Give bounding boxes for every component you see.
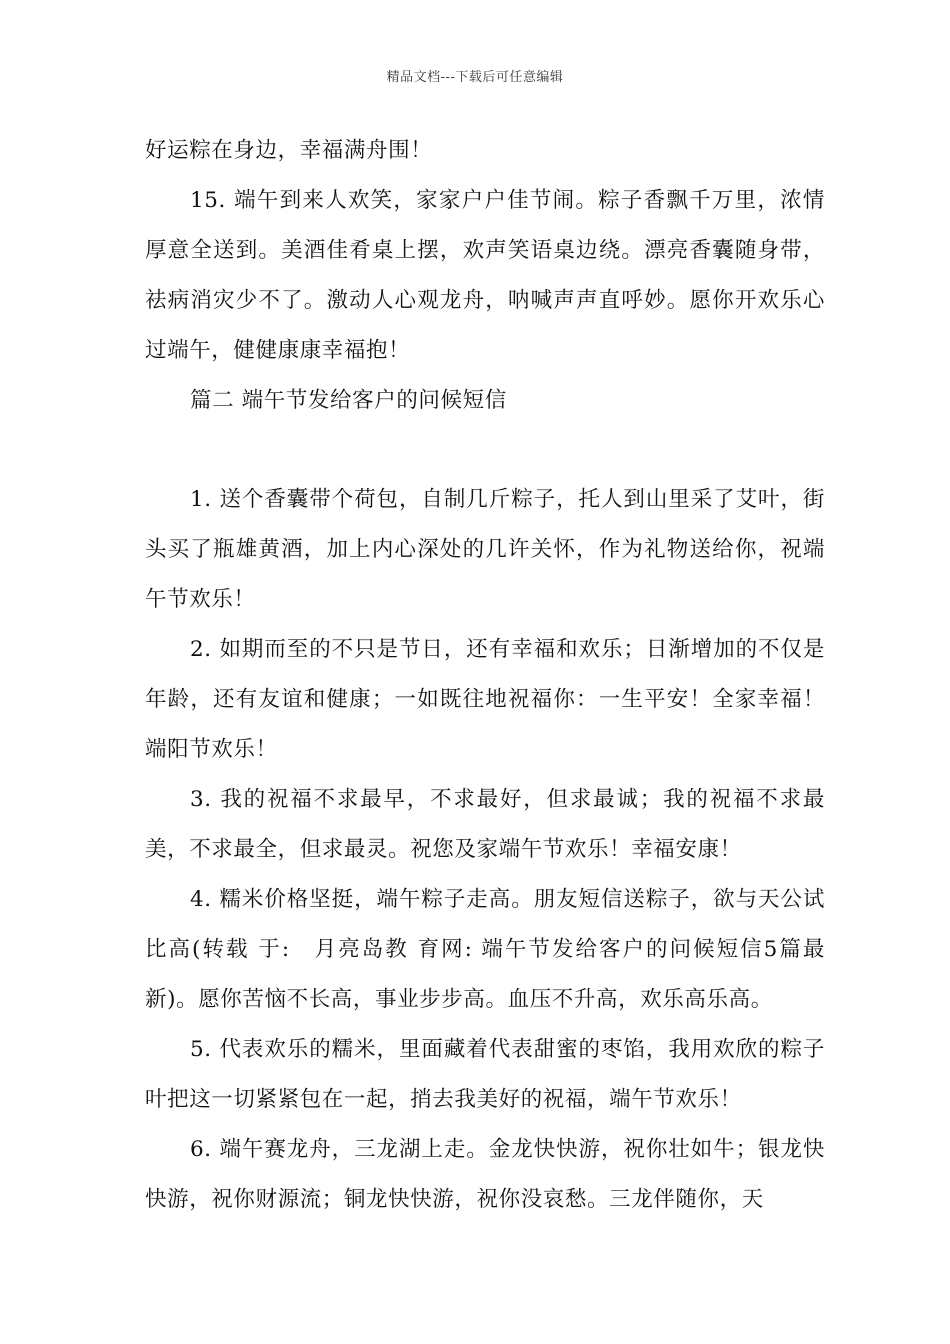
list-item-5: 5. 代表欢乐的糯米，里面藏着代表甜蜜的枣馅，我用欢欣的粽子叶把这一切紧紧包在一起，捎去我美好的祝福，端午节欢乐！ bbox=[145, 1037, 825, 1112]
document-body bbox=[145, 126, 825, 1225]
page-header: 精品文档---下载后可任意编辑 bbox=[386, 70, 564, 85]
list-item-6: 6. 端午赛龙舟，三龙湖上走。金龙快快游，祝你壮如牛；银龙快快游，祝你财源流；铜龙快快游，祝你没哀愁。三龙伴随你，天 bbox=[145, 1137, 825, 1212]
paragraph-continuation: 好运粽在身边，幸福满舟围！ bbox=[145, 138, 433, 163]
list-item-1: 1. 送个香囊带个荷包，自制几斤粽子，托人到山里采了艾叶，街头买了瓶雄黄酒，加上内心深处的几许关怀，作为礼物送给你，祝端午节欢乐！ bbox=[145, 487, 825, 612]
paragraph-item-15: 15. 端午到来人欢笑，家家户户佳节闹。粽子香飘千万里，浓情厚意全送到。美酒佳肴桌上摆，欢声笑语桌边绕。漂亮香囊随身带，祛病消灾少不了。激动人心观龙舟，呐喊声声直呼妙。愿你开欢乐心过端午，健健康康幸福抱！ bbox=[145, 188, 825, 363]
list-item-4: 4. 糯米价格坚挺，端午粽子走高。朋友短信送粽子，欲与天公试比高(转载 于: 月亮岛教 育网: 端午节发给客户的问候短信5篇最新)。愿你苦恼不长高，事业步步高。血压不升高，欢乐高乐高。 bbox=[145, 887, 825, 1012]
section-title: 篇二 端午节发给客户的问候短信 bbox=[190, 388, 507, 413]
list-item-3: 3. 我的祝福不求最早，不求最好，但求最诚；我的祝福不求最美，不求最全，但求最灵。祝您及家端午节欢乐！幸福安康！ bbox=[145, 787, 825, 862]
list-item-2: 2. 如期而至的不只是节日，还有幸福和欢乐；日渐增加的不仅是年龄，还有友谊和健康；一如既往地祝福你：一生平安！全家幸福！端阳节欢乐！ bbox=[145, 637, 825, 762]
